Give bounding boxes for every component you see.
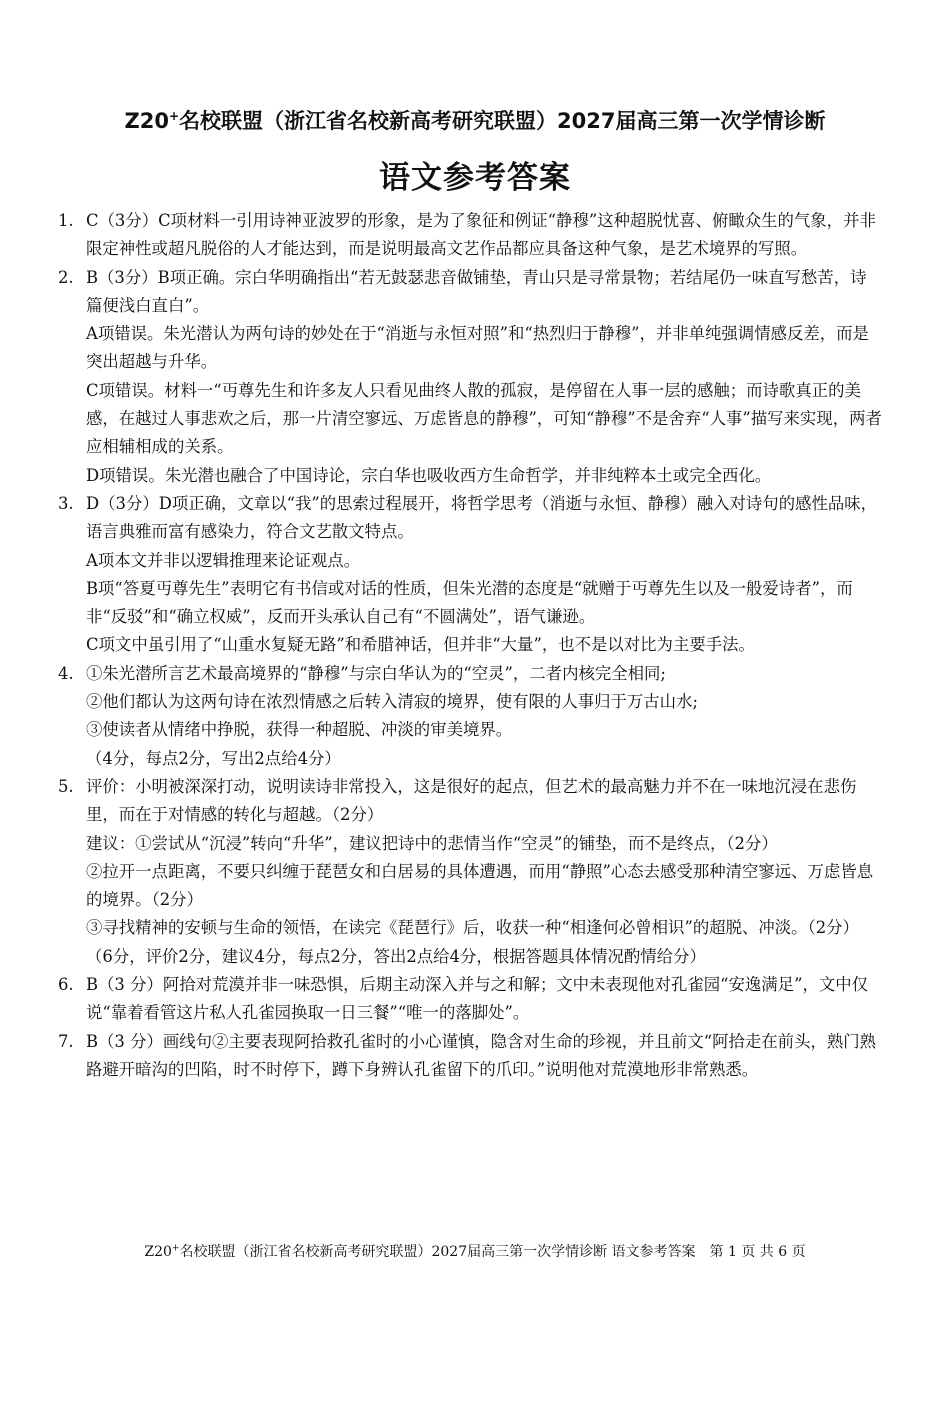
answer-list — [58, 207, 882, 1084]
exam-header — [0, 105, 950, 135]
footer-prefix: Z20 — [144, 1244, 172, 1260]
answer-item — [58, 207, 882, 264]
answer-paragraph: ②他们都认为这两句诗在浓烈情感之后转入清寂的境界，使有限的人事归于万古山水; — [86, 692, 698, 712]
answer-paragraph: 评价：小明被深深打动，说明读诗非常投入，这是很好的起点，但艺术的最高魅力并不在一味地沉浸在悲伤里，而在于对情感的转化与超越。（2分） — [86, 776, 857, 825]
answer-number: 7. — [58, 1031, 74, 1051]
answer-number: 3. — [58, 493, 74, 513]
answer-item — [58, 660, 882, 773]
footer-text: 名校联盟（浙江省名校新高考研究联盟）2027届高三第一次学情诊断 语文参考答案 第 1 页 共 6 页 — [179, 1244, 806, 1260]
answer-paragraph: D（3分）D项正确，文章以“我”的思索过程展开，将哲学思考（消逝与永恒、静穆）融入对诗句的感性品味，语言典雅而富有感染力，符合文艺散文特点。 — [86, 493, 878, 542]
answer-number: 6. — [58, 975, 74, 995]
answer-item — [58, 490, 882, 660]
answer-paragraph: B（3 分）画线句②主要表现阿拾救孔雀时的小心谨慎，隐含对生命的珍视，并且前文“阿拾走在前头，熟门熟路避开暗沟的凹陷，时不时停下，蹲下身辨认孔雀留下的爪印。”说明他对荒漠地形非常熟悉。 — [86, 1031, 877, 1079]
header-prefix: Z20 — [124, 109, 169, 133]
answer-paragraph: C项错误。材料一“丏尊先生和许多友人只看见曲终人散的孤寂，是停留在人事一层的感触；而诗歌真正的美感，在越过人事悲欢之后，那一片清空寥远、万虑皆息的静穆”，可知“静穆”不是舍弃“人事”描写来实现，两者应相辅相成的关系。 — [86, 380, 882, 457]
page-footer — [0, 1241, 950, 1261]
answer-paragraph: （6分，评价2分，建议4分，每点2分，答出2点给4分，根据答题具体情况酌情给分） — [86, 946, 706, 966]
header-text: 名校联盟（浙江省名校新高考研究联盟）2027届高三第一次学情诊断 — [179, 109, 826, 133]
answer-number: 5. — [58, 776, 74, 796]
answer-paragraph: D项错误。朱光潜也融合了中国诗论，宗白华也吸收西方生命哲学，并非纯粹本土或完全西化。 — [86, 465, 772, 485]
answer-paragraph: （4分，每点2分，写出2点给4分） — [86, 748, 341, 768]
answer-number: 1. — [58, 211, 74, 230]
answer-number: 4. — [58, 663, 74, 683]
answer-paragraph: C项文中虽引用了“山重水复疑无路”和希腊神话，但并非“大量”，也不是以对比为主要手法。 — [86, 635, 755, 655]
answer-paragraph: ③使读者从情绪中挣脱，获得一种超脱、冲淡的审美境界。 — [86, 720, 513, 740]
answer-paragraph: A项本文并非以逻辑推理来论证观点。 — [86, 550, 361, 570]
answer-item — [58, 971, 882, 1028]
answer-paragraph: C（3分）C项材料一引用诗神亚波罗的形象，是为了象征和例证“静穆”这种超脱忧喜、俯瞰众生的气象，并非限定神性或超凡脱俗的人才能达到，而是说明最高文艺作品都应具备这种气象，是艺术境界的写照。 — [86, 211, 876, 259]
answer-paragraph: B（3 分）阿拾对荒漠并非一味恐惧，后期主动深入并与之和解；文中未表现他对孔雀园“安逸满足”，文中仅说“靠着看管这片私人孔雀园换取一日三餐”“唯一的落脚处”。 — [86, 975, 869, 1023]
page-title: 语文参考答案 — [379, 160, 571, 196]
answer-item — [58, 264, 882, 490]
answer-paragraph: ③寻找精神的安顿与生命的领悟，在读完《琵琶行》后，收获一种“相逢何必曾相识”的超脱、冲淡。（2分） — [86, 918, 859, 938]
header-sup: + — [168, 109, 180, 123]
answer-paragraph: ①朱光潜所言艺术最高境界的“静穆”与宗白华认为的“空灵”，二者内核完全相同; — [86, 663, 666, 683]
answer-paragraph: B（3分）B项正确。宗白华明确指出“若无鼓瑟悲音做铺垫，青山只是寻常景物；若结尾仍一味直写愁苦，诗篇便浅白直白”。 — [86, 267, 867, 315]
answer-paragraph: A项错误。朱光潜认为两句诗的妙处在于“消逝与永恒对照”和“热烈归于静穆”，并非单纯强调情感反差，而是突出超越与升华。 — [86, 324, 869, 372]
answer-item — [58, 773, 882, 971]
answer-item — [58, 1028, 882, 1085]
footer-sup: + — [171, 1243, 180, 1254]
answer-number: 2. — [58, 267, 74, 287]
answer-paragraph: 建议：①尝试从“沉浸”转向“升华”，建议把诗中的悲情当作“空灵”的铺垫，而不是终点，（2分） — [86, 833, 778, 853]
answer-paragraph: B项“答夏丏尊先生”表明它有书信或对话的性质，但朱光潜的态度是“就赠于丏尊先生以及一般爱诗者”，而非“反驳”和“确立权威”，反而开头承认自己有“不圆满处”，语气谦逊。 — [86, 578, 853, 627]
answer-paragraph: ②拉开一点距离，不要只纠缠于琵琶女和白居易的具体遭遇，而用“静照”心态去感受那种清空寥远、万虑皆息的境界。（2分） — [86, 861, 874, 910]
